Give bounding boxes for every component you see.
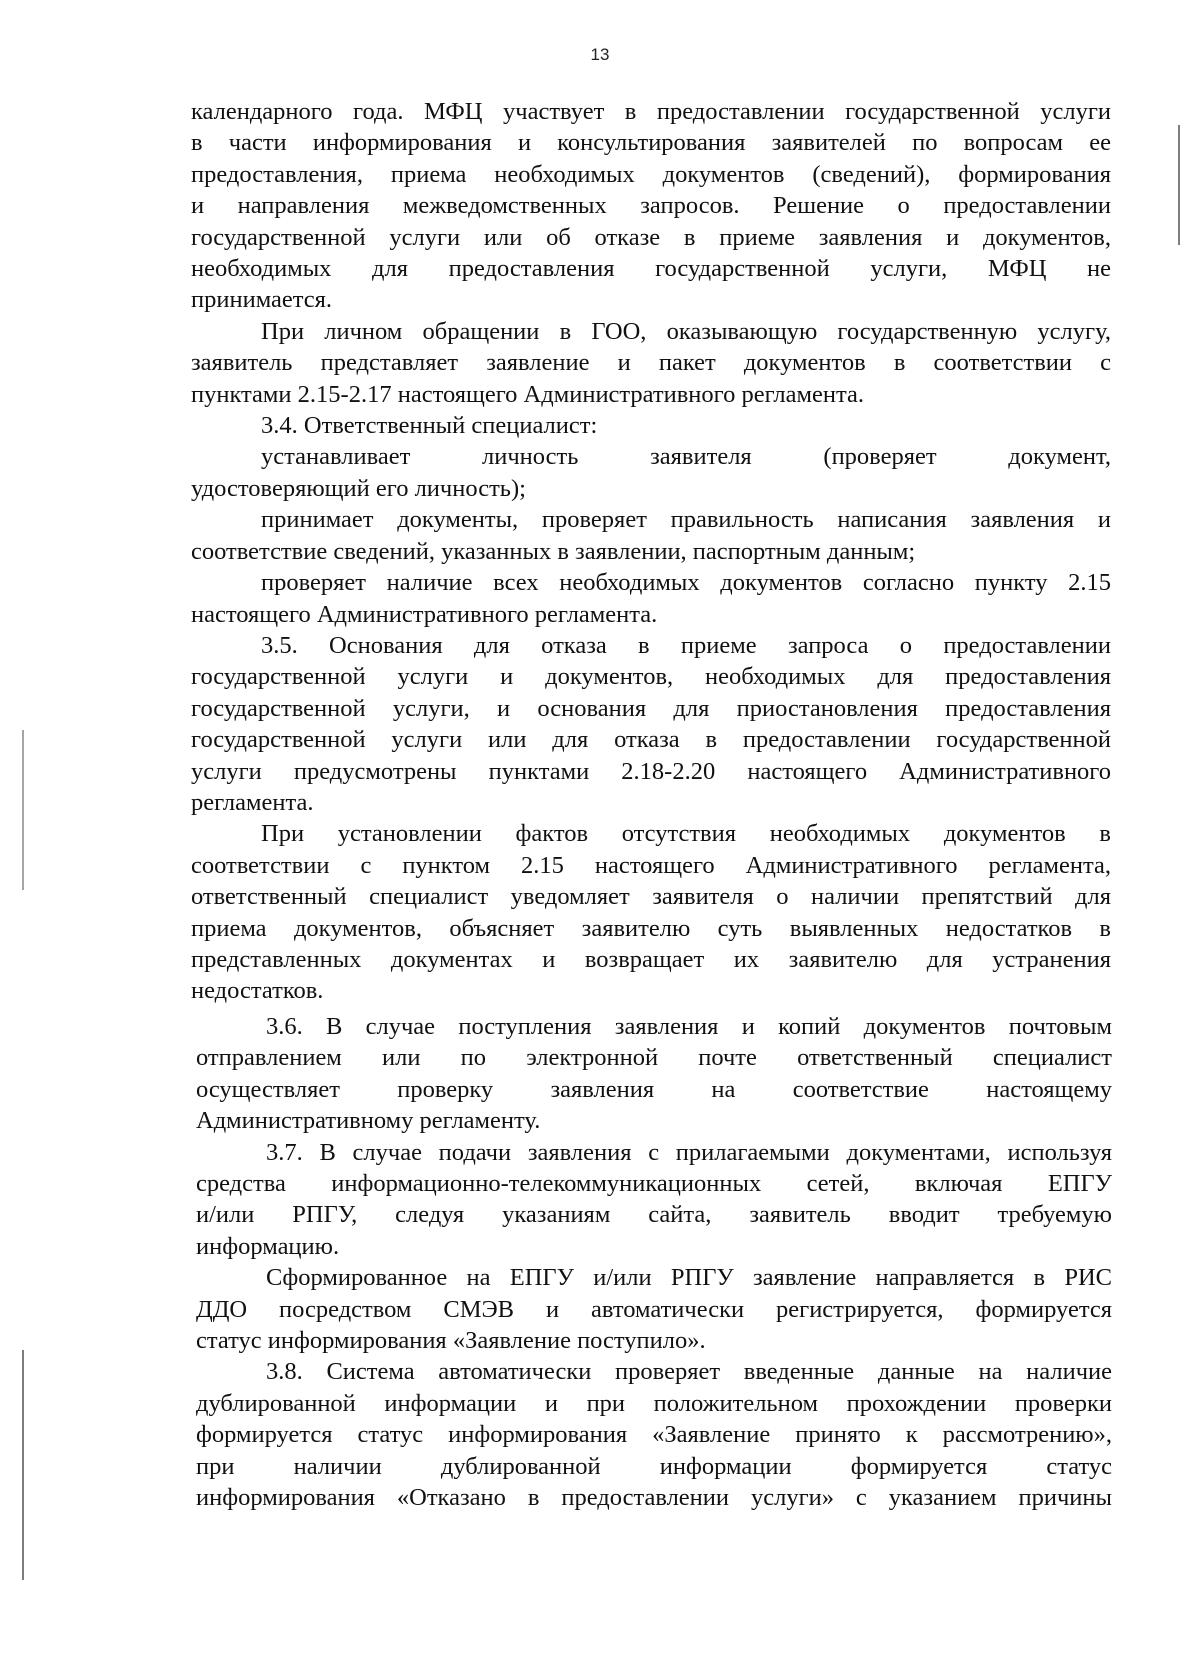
text-line: предоставления, приема необходимых документов (сведений), формирования	[191, 160, 1111, 188]
scan-artifact-line	[1178, 125, 1180, 245]
text-line: и/или РПГУ, следуя указаниям сайта, заявитель вводит требуемую	[196, 1201, 1112, 1229]
text-line: государственной услуги или об отказе в приеме заявления и документов,	[191, 223, 1111, 251]
text-line: при наличии дублированной информации формируется статус	[196, 1452, 1112, 1480]
text-line: информацию.	[196, 1232, 340, 1260]
text-line: ответственный специалист уведомляет заявителя о наличии препятствий для	[191, 883, 1111, 911]
text-line: соответствии с пунктом 2.15 настоящего Административного регламента,	[191, 851, 1111, 879]
text-line: дублированной информации и при положительном прохождении проверки	[196, 1389, 1112, 1417]
text-line: регламента.	[191, 788, 314, 816]
text-line: При установлении фактов отсутствия необходимых документов в	[261, 820, 1111, 848]
text-line: 3.7. В случае подачи заявления с прилагаемыми документами, используя	[266, 1138, 1112, 1166]
text-line: средства информационно-телекоммуникационных сетей, включая ЕПГУ	[196, 1170, 1112, 1198]
body-text-block-2	[196, 1011, 1112, 1514]
text-line: настоящего Административного регламента.	[191, 600, 658, 628]
text-line: устанавливает личность заявителя (проверяет документ,	[261, 443, 1111, 471]
body-text-block-1	[191, 96, 1111, 1007]
text-line: 3.6. В случае поступления заявления и копий документов почтовым	[266, 1013, 1112, 1040]
text-line: принимается.	[191, 286, 333, 314]
scan-artifact-line	[22, 730, 24, 890]
text-line: государственной услуги, и основания для приостановления предоставления	[191, 694, 1111, 722]
text-line: услуги предусмотрены пунктами 2.18-2.20 настоящего Административного	[191, 757, 1111, 785]
scan-artifact-line	[22, 1350, 24, 1580]
text-line: Сформированное на ЕПГУ и/или РПГУ заявление направляется в РИС	[266, 1264, 1112, 1292]
text-line: приема документов, объясняет заявителю суть выявленных недостатков в	[191, 914, 1111, 942]
text-line: пунктами 2.15-2.17 настоящего Административного регламента.	[191, 380, 865, 408]
text-line: При личном обращении в ГОО, оказывающую государственную услугу,	[261, 317, 1111, 345]
text-line: государственной услуги и документов, необходимых для предоставления	[191, 663, 1111, 691]
text-line: 3.5. Основания для отказа в приеме запроса о предоставлении	[261, 631, 1111, 659]
text-line: принимает документы, проверяет правильность написания заявления и	[261, 506, 1111, 534]
text-line: необходимых для предоставления государственной услуги, МФЦ не	[191, 255, 1111, 283]
text-line: недостатков.	[191, 977, 324, 1005]
text-line: проверяет наличие всех необходимых документов согласно пункту 2.15	[261, 569, 1111, 597]
text-line: ДДО посредством СМЭВ и автоматически регистрируется, формируется	[196, 1295, 1112, 1323]
text-line: представленных документах и возвращает их заявителю для устранения	[191, 945, 1111, 973]
page-number: 13	[590, 45, 610, 64]
text-line: осуществляет проверку заявления на соответствие настоящему	[196, 1075, 1112, 1103]
text-line: государственной услуги или для отказа в предоставлении государственной	[191, 726, 1111, 754]
text-line: в части информирования и консультирования заявителей по вопросам ее	[191, 129, 1111, 157]
text-line: календарного года. МФЦ участвует в предоставлении государственной услуги	[191, 98, 1111, 125]
text-line: заявитель представляет заявление и пакет документов в соответствии с	[191, 349, 1111, 377]
text-line: удостоверяющий его личность);	[191, 474, 526, 502]
text-line: отправлением или по электронной почте ответственный специалист	[196, 1044, 1112, 1072]
text-line: статус информирования «Заявление поступило».	[196, 1327, 706, 1355]
text-line: Административному регламенту.	[196, 1107, 541, 1135]
text-line: информирования «Отказано в предоставлении услуги» с указанием причины	[196, 1484, 1112, 1512]
text-line: 3.4. Ответственный специалист:	[261, 412, 598, 440]
text-line: 3.8. Система автоматически проверяет введенные данные на наличие	[266, 1358, 1112, 1386]
text-line: формируется статус информирования «Заявление принято к рассмотрению»,	[196, 1421, 1112, 1449]
text-line: и направления межведомственных запросов. Решение о предоставлении	[191, 192, 1111, 220]
text-line: соответствие сведений, указанных в заявлении, паспортным данным;	[191, 537, 916, 565]
